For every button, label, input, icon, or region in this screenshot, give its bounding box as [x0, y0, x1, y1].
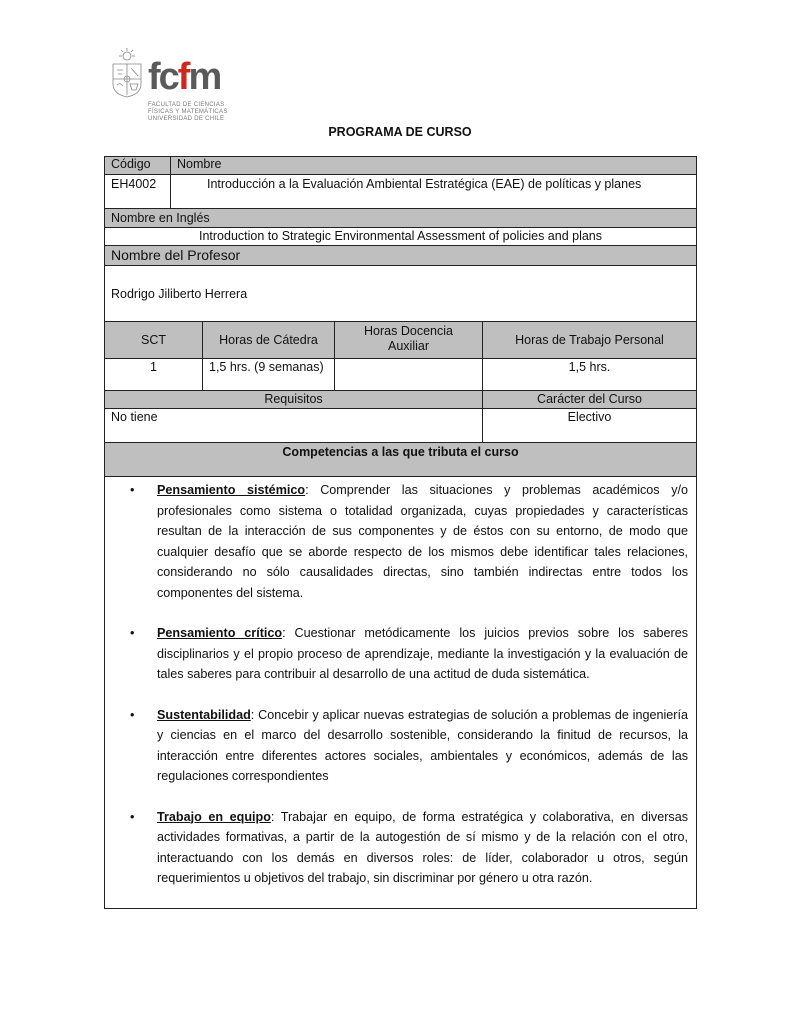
competencies-label: Competencias a las que tributa el curso — [104, 442, 697, 477]
course-code: EH4002 — [104, 174, 171, 209]
fcfm-wordmark: fcfm — [148, 56, 221, 98]
english-name-label: Nombre en Inglés — [104, 208, 697, 228]
professor-label: Nombre del Profesor — [104, 245, 697, 266]
competency-term: Sustentabilidad — [157, 707, 251, 722]
bullet-icon: • — [130, 707, 135, 722]
sct-header: SCT — [104, 321, 203, 359]
competency-item: • Sustentabilidad: Concebir y aplicar nuevas estrategias de solución a problemas de ingeniería y ciencias en el marco del desarrollo sostenible, considerando la finitud de recursos, la interacción entre diferentes actores sociales, ambientales y económicos, además de las regulaciones correspondientes — [130, 705, 688, 787]
bullet-icon: • — [130, 809, 135, 824]
course-character-value: Electivo — [482, 408, 697, 443]
competency-text: Cuestionar metódicamente los juicios previos sobre los saberes disciplinarios y el propio proceso de aprendizaje, mediante la investigación y la evaluación de tales saberes para contribuir al desarrollo de una actitud de duda sistemática. — [157, 626, 688, 681]
name-label: Nombre — [170, 156, 697, 175]
course-character-label: Carácter del Curso — [482, 390, 697, 409]
page-title: PROGRAMA DE CURSO — [328, 125, 472, 139]
lecture-hours-header: Horas de Cátedra — [202, 321, 335, 359]
faculty-name: FACULTAD DE CIENCIAS FÍSICAS Y MATEMÁTICAS UNIVERSIDAD DE CHILE — [148, 102, 228, 122]
competency-text: Concebir y aplicar nuevas estrategias de solución a problemas de ingeniería y ciencias en el marco del desarrollo sostenible, considerando la finitud de recursos, la interacción entre diferentes actores sociales, ambientales y económicos, además de las regulaciones correspondientes — [157, 707, 688, 783]
english-name: Introduction to Strategic Environmental Assessment of policies and plans — [104, 227, 697, 246]
competency-text: Comprender las situaciones y problemas académicos y/o profesionales como sistema o totalidad organizada, cuyas propiedades y características resultan de la interacción de sus componentes y de éstos con su entorno, de modo que cualquier desafío que se aborde respecto de los mismos debe identificar tales relaciones, considerando no sólo causalidades directas, sino también indirectas entre todos los componentes del sistema. — [157, 483, 689, 600]
university-crest-icon — [110, 48, 144, 98]
competency-item: • Pensamiento sistémico: Comprender las situaciones y problemas académicos y/o profesionales como sistema o totalidad organizada, cuyas propiedades y características resultan de la interacción de sus componentes y de éstos con su entorno, de modo que cualquier desafío que se aborde respecto de los mismos debe identificar tales relaciones, considerando no sólo causalidades directas, sino también indirectas entre todos los componentes del sistema. — [130, 480, 688, 603]
personal-hours-value: 1,5 hrs. — [482, 358, 697, 391]
professor-name: Rodrigo Jiliberto Herrera — [104, 265, 697, 322]
sct-value: 1 — [104, 358, 203, 391]
lecture-hours-value: 1,5 hrs. (9 semanas) — [202, 358, 335, 391]
code-label: Código — [104, 156, 171, 175]
bullet-icon: • — [130, 483, 135, 497]
auxiliary-hours-header: Horas Docencia Auxiliar — [334, 321, 483, 359]
requirements-value: No tiene — [104, 408, 483, 443]
competency-text: Trabajar en equipo, de forma estratégica y colaborativa, en diversas actividades formativas, a partir de la autogestión de sí mismo y de la relación con el otro, interactuando con los demás en diversos roles: de líder, colaborador u otros, según requerimientos u objetivos del trabajo, sin discriminar por género u otra razón. — [157, 809, 688, 885]
competencies-list — [130, 480, 688, 909]
course-name: Introducción a la Evaluación Ambiental Estratégica (EAE) de políticas y planes — [170, 174, 697, 209]
bullet-icon: • — [130, 626, 135, 640]
competency-term: Trabajo en equipo — [157, 809, 271, 824]
requirements-label: Requisitos — [104, 390, 483, 409]
auxiliary-hours-value — [334, 358, 483, 391]
competency-item: • Pensamiento crítico: Cuestionar metódicamente los juicios previos sobre los saberes disciplinarios y el propio proceso de aprendizaje, mediante la investigación y la evaluación de tales saberes para contribuir al desarrollo de una actitud de duda sistemática. — [130, 623, 688, 685]
fcfm-logo — [108, 44, 232, 128]
personal-hours-header: Horas de Trabajo Personal — [482, 321, 697, 359]
competency-term: Pensamiento sistémico — [157, 483, 306, 497]
competency-item: • Trabajo en equipo: Trabajar en equipo, de forma estratégica y colaborativa, en diversas actividades formativas, a partir de la autogestión de sí mismo y de la relación con el otro, interactuando con los demás en diversos roles: de líder, colaborador u otros, según requerimientos u objetivos del trabajo, sin discriminar por género u otra razón. — [130, 807, 688, 889]
competency-term: Pensamiento crítico — [157, 626, 283, 640]
